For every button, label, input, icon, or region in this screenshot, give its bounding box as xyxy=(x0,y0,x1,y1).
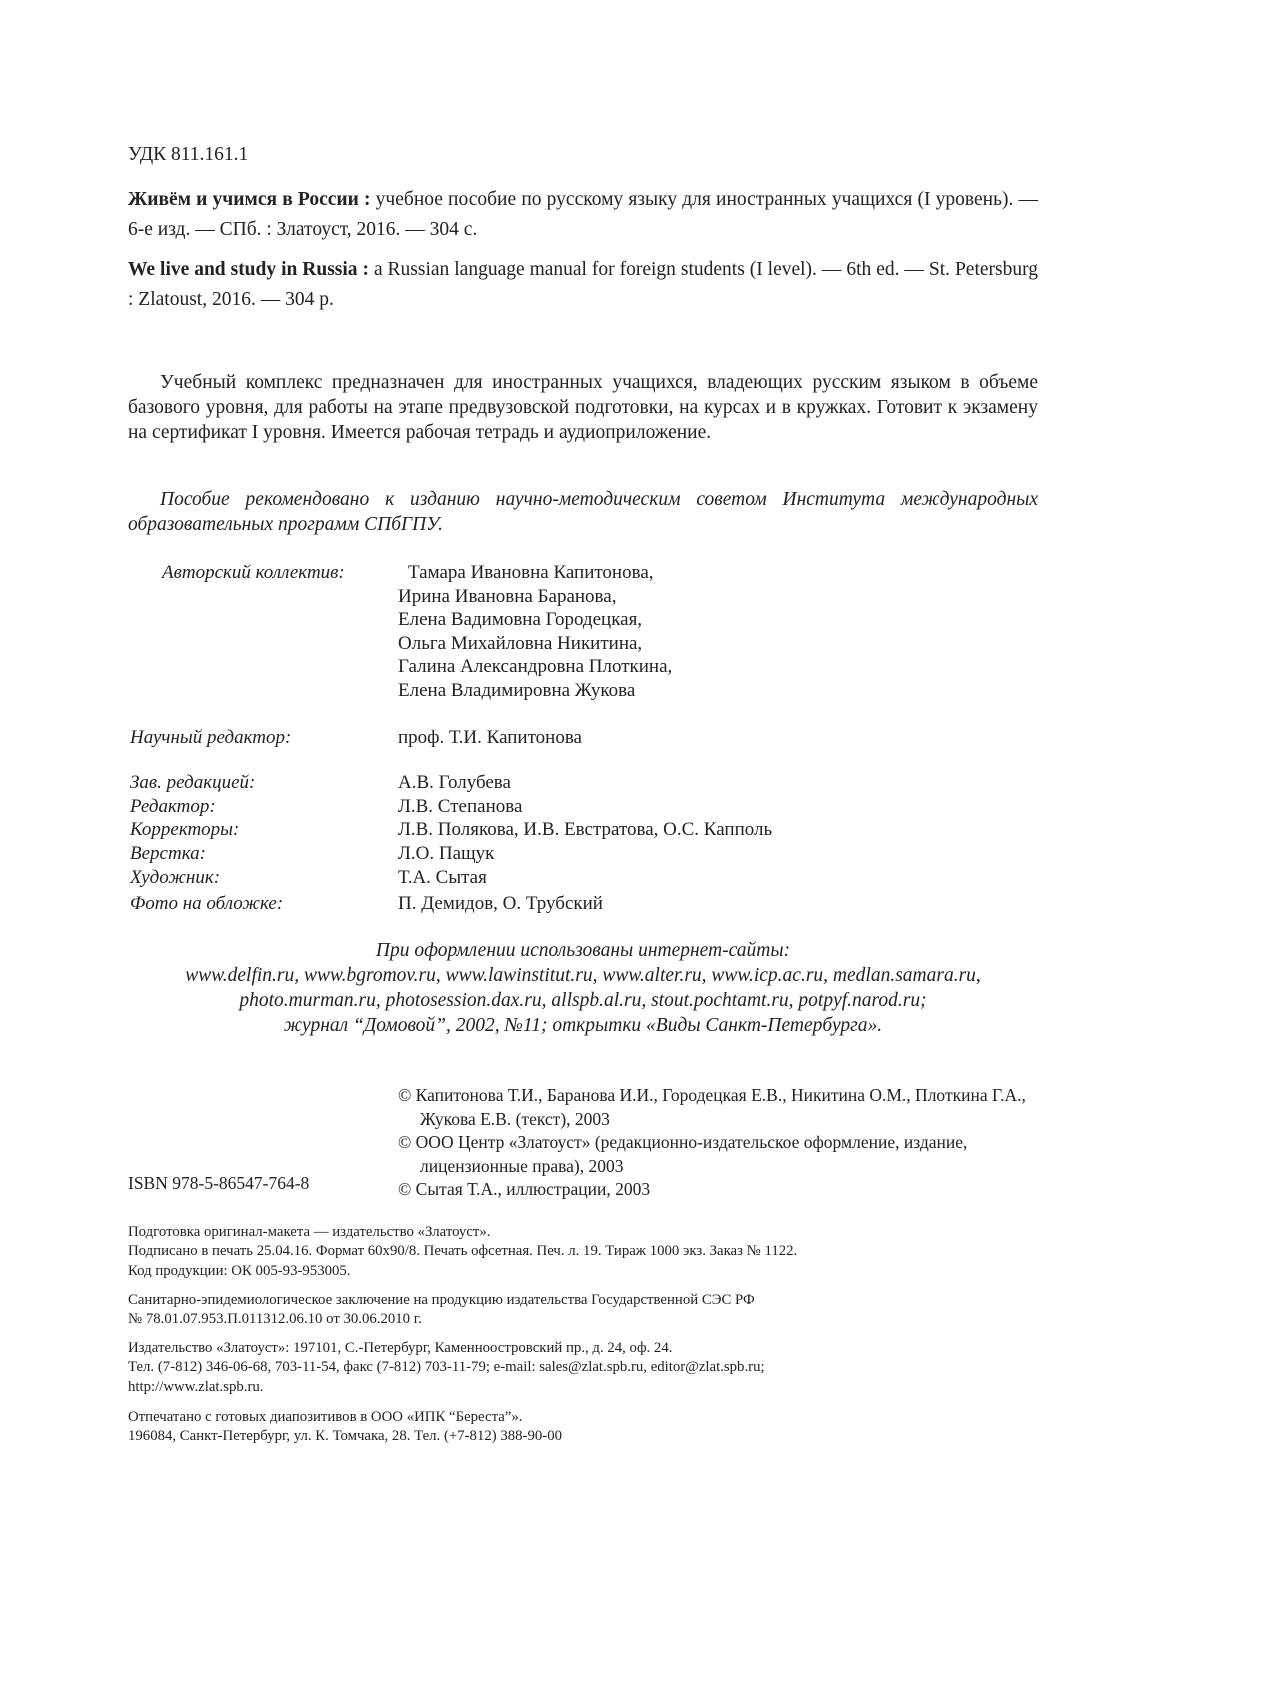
staff-label: Зав. редакцией: xyxy=(130,772,256,794)
sources xyxy=(118,938,1048,1038)
author: Елена Вадимовна Городецкая, xyxy=(398,609,643,631)
author: Ирина Ивановна Баранова, xyxy=(398,585,617,607)
staff-value: Л.В. Степанова xyxy=(398,795,523,817)
copyright: © Сытая Т.А., иллюстрации, 2003 xyxy=(398,1179,651,1199)
staff-label: Верстка: xyxy=(130,842,206,864)
udk: УДК 811.161.1 xyxy=(128,144,249,165)
sources-line: журнал “Домовой”, 2002, №11; открытки «Виды Санкт-Петербурга». xyxy=(283,1015,883,1036)
staff-value: А.В. Голубева xyxy=(398,772,511,794)
colophon-line: № 78.01.07.953.П.011312.06.10 от 30.06.2010 г. xyxy=(128,1311,422,1328)
sci-editor: проф. Т.И. Капитонова xyxy=(398,726,582,748)
colophon-line: Подписано в печать 25.04.16. Формат 60x90/8. Печать офсетная. Печ. л. 19. Тираж 1000 экз. Заказ № 1122. xyxy=(128,1243,798,1260)
sources-heading: При оформлении использованы интернет-сайты: xyxy=(375,940,791,961)
staff-value: Л.В. Полякова, И.В. Евстратова, О.С. Капполь xyxy=(398,819,773,841)
bibliographic-ru xyxy=(128,185,1038,245)
staff-label: Корректоры: xyxy=(130,819,240,841)
title-en: We live and study in Russia : xyxy=(128,259,369,280)
sources-line: www.delfin.ru, www.bgromov.ru, www.lawinstitut.ru, www.alter.ru, www.icp.ac.ru, medlan.samara.ru, xyxy=(185,965,981,986)
isbn: ISBN 978-5-86547-764-8 xyxy=(128,1173,310,1193)
sci-editor-label: Научный редактор: xyxy=(130,726,292,748)
author: Елена Владимировна Жукова xyxy=(398,679,636,701)
colophon-line: Санитарно-эпидемиологическое заключение на продукцию издательства Государственной СЭС РФ xyxy=(128,1292,755,1308)
title-ru: Живём и учимся в России : xyxy=(128,189,371,210)
colophon-line: Код продукции: ОК 005-93-953005. xyxy=(128,1262,351,1279)
colophon-group xyxy=(128,1339,1068,1397)
copyright: © Капитонова Т.И., Баранова И.И., Городецкая Е.В., Никитина О.М., Плоткина Г.А., Жукова Е.В. (текст), 2003 xyxy=(398,1085,1026,1129)
colophon-line: Издательство «Златоуст»: 197101, С.-Петербург, Каменноостровский пр., д. 24, оф. 24. xyxy=(128,1340,673,1356)
sources-line: photo.murman.ru, photosession.dax.ru, allspb.al.ru, stout.pochtamt.ru, potpyf.narod.ru; xyxy=(239,990,927,1011)
staff-value: Т.А. Сытая xyxy=(398,866,487,888)
description-en: a Russian language manual for foreign students (I level). — 6th ed. — St. Petersburg : Zlatoust, 2016. — 304 p. xyxy=(128,259,1038,310)
copyright: © ООО Центр «Златоуст» (редакционно-издательское оформление, издание, лицензионные права), 2003 xyxy=(398,1132,968,1176)
colophon-line: http://www.zlat.spb.ru. xyxy=(128,1378,264,1395)
staff-label: Фото на обложке: xyxy=(130,893,284,915)
author: Галина Александровна Плоткина, xyxy=(398,656,673,678)
annotation: Учебный комплекс предназначен для иностранных учащихся, владеющих русским языком в объеме базового уровня, для работы на этапе предвузовской подготовки, на курсах и в кружках. Готовит к экзамену на сертификат I уровня. Имеется рабочая тетрадь и аудиоприложение. xyxy=(128,372,1038,443)
description-ru: учебное пособие по русскому языку для иностранных учащихся (I уровень). — 6-е изд. — СПб. : Златоуст, 2016. — 304 с. xyxy=(128,189,1038,240)
staff-value: Л.О. Пащук xyxy=(398,842,495,864)
bibliographic-en xyxy=(128,255,1038,315)
colophon-line: Подготовка оригинал-макета — издательство «Златоуст». xyxy=(128,1224,491,1240)
author: Тамара Ивановна Капитонова, xyxy=(408,562,654,583)
recommendation: Пособие рекомендовано к изданию научно-методическим советом Института международных образовательных программ СПбГПУ. xyxy=(128,489,1038,535)
credits xyxy=(128,561,1038,916)
authors-label: Авторский коллектив: xyxy=(162,562,345,583)
colophon-line: Отпечатано с готовых диапозитивов в ООО «ИПК “Береста”». xyxy=(128,1409,523,1425)
colophon-group xyxy=(128,1408,1068,1447)
staff-value: П. Демидов, О. Трубский xyxy=(398,893,603,915)
author: Ольга Михайловна Никитина, xyxy=(398,632,643,654)
colophon-group xyxy=(128,1223,1068,1281)
colophon-line: 196084, Санкт-Петербург, ул. К. Томчака, 28. Тел. (+7-812) 388-90-00 xyxy=(128,1428,563,1445)
colophon-group xyxy=(128,1291,1068,1330)
staff-label: Редактор: xyxy=(130,795,216,817)
staff-label: Художник: xyxy=(130,866,221,888)
colophon-line: Тел. (7-812) 346-06-68, 703-11-54, факс (7-812) 703-11-79; e-mail: sales@zlat.spb.ru, editor@zlat.spb.ru; xyxy=(128,1359,765,1376)
